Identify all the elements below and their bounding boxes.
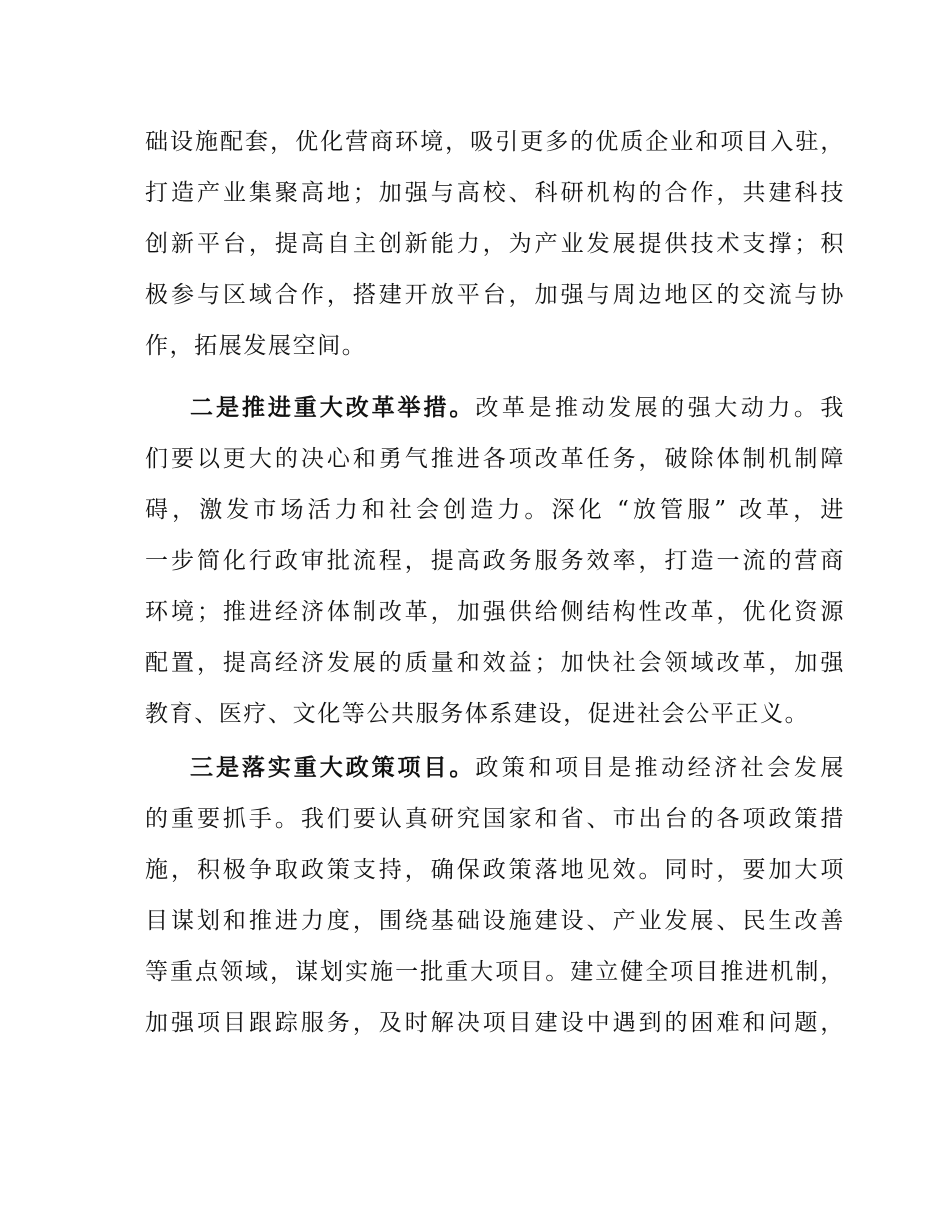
paragraph-line-text: 政策和项目是推动经济社会发展 — [475, 755, 845, 781]
paragraph-first-line — [145, 383, 845, 434]
paragraph-line: 加强项目跟踪服务，及时解决项目建设中遇到的困难和问题， — [145, 1010, 845, 1036]
paragraph-first-line — [145, 743, 845, 794]
paragraph-line: 施，积极争取政策支持，确保政策落地见效。同时，要加大项 — [145, 857, 845, 883]
paragraph-line: 等重点领域，谋划实施一批重大项目。建立健全项目推进机制， — [145, 959, 845, 985]
paragraph-line: 础设施配套，优化营商环境，吸引更多的优质企业和项目入驻， — [145, 129, 845, 155]
paragraph-line-text: 改革是推动发展的强大动力。我 — [475, 395, 845, 421]
paragraph-1 — [145, 117, 845, 372]
paragraph-line: 碍，激发市场活力和社会创造力。深化 “放管服” 改革，进 — [145, 497, 845, 523]
paragraph-lead-heading: 二是推进重大改革举措。 — [190, 395, 476, 421]
paragraph-line: 目谋划和推进力度，围绕基础设施建设、产业发展、民生改善 — [145, 908, 845, 934]
paragraph-line: 一步简化行政审批流程，提高政务服务效率，打造一流的营商 — [145, 548, 845, 574]
paragraph-3 — [145, 743, 845, 1049]
paragraph-line: 极参与区域合作，搭建开放平台，加强与周边地区的交流与协 — [145, 282, 845, 308]
paragraph-line: 们要以更大的决心和勇气推进各项改革任务，破除体制机制障 — [145, 446, 845, 472]
paragraph-line: 打造产业集聚高地；加强与高校、科研机构的合作，共建科技 — [145, 180, 845, 206]
paragraph-line: 配置，提高经济发展的质量和效益；加快社会领域改革，加强 — [145, 650, 845, 676]
paragraph-line: 作，拓展发展空间。 — [145, 333, 367, 359]
paragraph-2 — [145, 383, 845, 740]
paragraph-lead-heading: 三是落实重大政策项目。 — [190, 755, 476, 781]
paragraph-line: 的重要抓手。我们要认真研究国家和省、市出台的各项政策措 — [145, 806, 845, 832]
paragraph-line: 环境；推进经济体制改革，加强供给侧结构性改革，优化资源 — [145, 599, 845, 625]
paragraph-line: 教育、医疗、文化等公共服务体系建设，促进社会公平正义。 — [145, 701, 810, 727]
paragraph-line: 创新平台，提高自主创新能力，为产业发展提供技术支撑；积 — [145, 231, 845, 257]
